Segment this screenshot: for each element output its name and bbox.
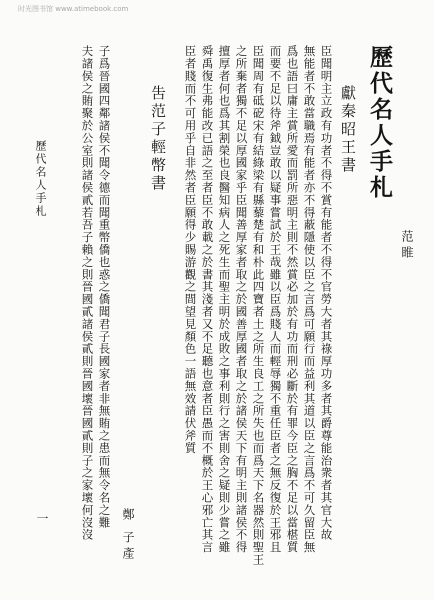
letter-1-text-column-7: 擅厚者何也爲其割榮也良醫知病人之死生而聖主明於成敗之事利則行之害則舍之疑則少嘗之雖 bbox=[217, 45, 232, 554]
letter-1-text-column-8: 舜禹復生弗能改已語之至者臣不敢載之於書其淺者又不足聽也意者臣愚而不概於王心邪亡其言 bbox=[200, 45, 215, 554]
letter-1-text-column-3: 爲也語曰庸主賞所愛而罰所惡明主則不然賞必加於有功而刑必斷於有罪今臣之胸不足以當椹質 bbox=[285, 45, 300, 554]
letter-2-text-column-1: 子爲晉國四鄰諸侯不聞令德而聞重幣僑也惑之僑聞君子長國家者非無賄之患而無令名之難 bbox=[97, 45, 112, 529]
letter-1-text-column-2: 無能者不敢當職焉有能者亦不得蔽隱使以臣之言爲可願行而益利其道以臣之言爲不可久留臣無 bbox=[302, 45, 317, 554]
book-title: 歷代名人手札 bbox=[366, 45, 393, 201]
letter-1-text-column-4: 而要不足以待斧鉞豈敢以疑事嘗試於王哉雖以臣爲賤人而輕辱獨不重任臣者之無反復於王邪且 bbox=[268, 45, 283, 554]
letter-1-title: 獻秦昭王書 bbox=[339, 85, 357, 175]
letter-2-author bbox=[122, 508, 134, 563]
letter-1-author: 范睢 bbox=[400, 230, 414, 262]
letter-2-text-column-2: 夫諸侯之賄聚於公室則諸侯貳若吾子賴之則晉國貳諸侯貳則晉國壞晉國貳則子之家壞何沒沒 bbox=[80, 45, 95, 541]
letter-1-text-column-5: 臣聞周有砥砨宋有結綠梁有縣藜楚有和朴此四寶者土之所生良工之所失也而爲天下名器然則聖王 bbox=[251, 45, 266, 566]
letter-1-text-column-1: 臣聞明主立政有功者不得不賞有能者不得不官勞大者其祿厚功多者其爵尊能治衆者其官大故 bbox=[319, 45, 334, 541]
letter-2-author-name: 子產 bbox=[121, 531, 135, 563]
letter-2-author-state: 鄭 bbox=[121, 508, 135, 524]
letter-1-text-column-6: 之所棄者獨不足以厚國家乎臣聞善厚家者取之於國善厚國者取之於諸侯天下有明主則諸侯不得 bbox=[234, 45, 249, 554]
letter-1-text-column-9: 臣者賤而不可用乎自非然者臣願得少賜游觀之間望見顏色一語無效請伏斧質 bbox=[183, 45, 198, 455]
letter-2-title: 吿范子輕幣書 bbox=[149, 85, 167, 193]
watermark: 时光图书馆 www.atimebook.com bbox=[18, 5, 129, 13]
running-head: 歷代名人手札 bbox=[34, 140, 47, 218]
page-number: 一 bbox=[35, 512, 49, 524]
